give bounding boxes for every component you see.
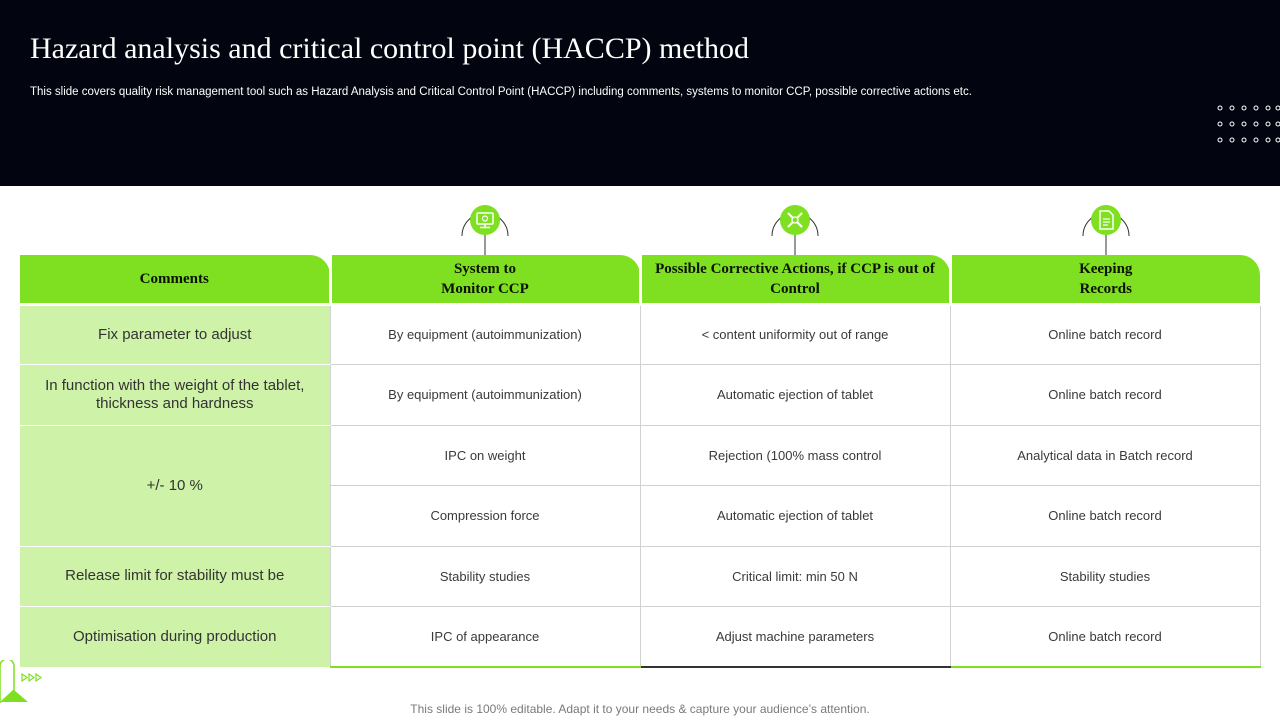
- document-icon: [1081, 202, 1131, 255]
- dots-pattern-icon: [1216, 104, 1280, 144]
- header-corrective-actions: Possible Corrective Actions, if CCP is out of Control: [640, 255, 950, 304]
- page-subtitle: This slide covers quality risk management tool such as Hazard Analysis and Critical Control Point (HACCP) including comments, systems to monitor CCP, possible corrective actions etc.: [30, 86, 972, 98]
- document-icon-badge: [1081, 202, 1131, 255]
- header-banner: [0, 0, 1280, 186]
- monitor-gear-icon: [460, 202, 510, 255]
- header-comments: Comments: [20, 255, 330, 304]
- record-cell: Online batch record: [950, 486, 1260, 547]
- system-cell: Stability studies: [330, 546, 640, 607]
- record-cell: Analytical data in Batch record: [950, 425, 1260, 486]
- system-cell: Compression force: [330, 486, 640, 547]
- table-row: [20, 607, 1260, 668]
- haccp-table: [20, 255, 1261, 668]
- action-cell: Automatic ejection of tablet: [640, 486, 950, 547]
- header-system-monitor: System to Monitor CCP: [330, 255, 640, 304]
- action-cell: < content uniformity out of range: [640, 304, 950, 365]
- record-cell: Online batch record: [950, 304, 1260, 365]
- tools-icon-badge: [770, 202, 820, 255]
- record-cell: Online batch record: [950, 365, 1260, 426]
- action-cell: Critical limit: min 50 N: [640, 546, 950, 607]
- table-row: [20, 546, 1260, 607]
- header-keeping-records: Keeping Records: [950, 255, 1260, 304]
- action-cell: Automatic ejection of tablet: [640, 365, 950, 426]
- footer-note: This slide is 100% editable. Adapt it to your needs & capture your audience’s attention.: [410, 702, 870, 716]
- comment-cell: Optimisation during production: [20, 607, 330, 668]
- table-row: [20, 365, 1260, 426]
- system-cell: By equipment (autoimmunization): [330, 365, 640, 426]
- comment-cell: In function with the weight of the tablet, thickness and hardness: [20, 365, 330, 426]
- record-cell: Stability studies: [950, 546, 1260, 607]
- table-row: [20, 425, 1260, 486]
- action-cell: Adjust machine parameters: [640, 607, 950, 668]
- table-row: [20, 304, 1260, 365]
- corner-arrow-icon: [0, 660, 48, 704]
- system-cell: IPC on weight: [330, 425, 640, 486]
- page-title: Hazard analysis and critical control point (HACCP) method: [30, 32, 749, 65]
- action-cell: Rejection (100% mass control: [640, 425, 950, 486]
- comment-cell: +/- 10 %: [20, 425, 330, 546]
- record-cell: Online batch record: [950, 607, 1260, 668]
- system-cell: By equipment (autoimmunization): [330, 304, 640, 365]
- tools-icon: [770, 202, 820, 255]
- comment-cell: Fix parameter to adjust: [20, 304, 330, 365]
- monitor-icon-badge: [460, 202, 510, 255]
- table-header-row: [20, 255, 1260, 304]
- comment-cell: Release limit for stability must be: [20, 546, 330, 607]
- system-cell: IPC of appearance: [330, 607, 640, 668]
